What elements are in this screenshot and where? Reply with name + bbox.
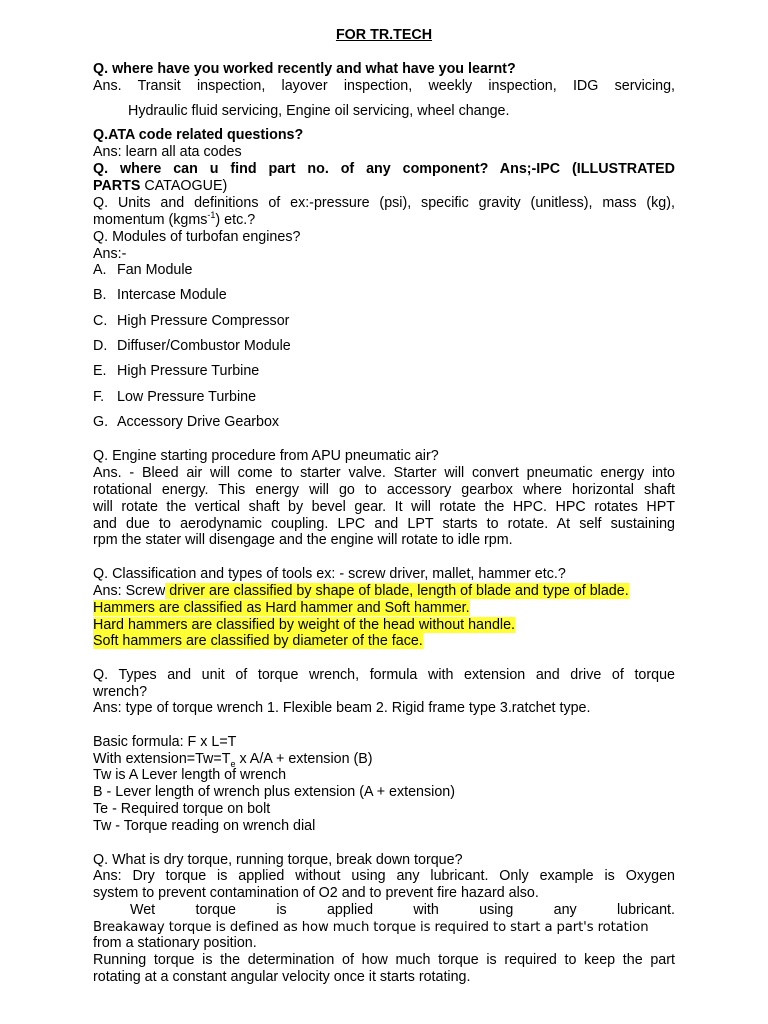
q9-question: Q. What is dry torque, running torque, break down torque? [93, 852, 463, 868]
module-name: Fan Module [117, 262, 193, 278]
module-item [93, 313, 675, 330]
highlighted-text: Soft hammers are classified by diameter of the face. [93, 633, 423, 649]
module-letter: D. [93, 338, 108, 354]
q8-definition: B - Lever length of wrench plus extension (A + extension) [93, 784, 455, 800]
q6-answer-line: Ans. - Bleed air will come to starter valve. Starter will convert pneumatic energy into [93, 465, 675, 481]
q4-superscript: -1 [207, 210, 216, 221]
highlighted-text: Hammers are classified as Hard hammer and Soft hammer. [93, 600, 470, 616]
module-letter: E. [93, 363, 107, 379]
ext-prefix: With extension=Tw=T [93, 751, 231, 767]
q1-answer-line1: Ans. Transit inspection, layover inspection, weekly inspection, IDG servicing, [93, 78, 675, 94]
q9-dry-line1: Ans: Dry torque is applied without using any lubricant. Only example is Oxygen [93, 868, 675, 884]
module-item [93, 287, 675, 304]
q6-answer-line: and due to aerodynamic coupling. LPC and LPT starts to rotate. At self sustaining [93, 516, 675, 532]
module-name: High Pressure Turbine [117, 363, 260, 379]
q3-bold-part: PARTS [93, 178, 141, 194]
q4-line1: Q. Units and definitions of ex:-pressure (psi), specific gravity (unitless), mass (kg), [93, 195, 675, 211]
module-item [93, 414, 675, 431]
q7-answer [93, 583, 675, 600]
q9-running-line1: Running torque is the determination of how much torque is required to keep the part [93, 952, 675, 968]
module-name: High Pressure Compressor [117, 313, 290, 329]
q8-definition: Tw is A Lever length of wrench [93, 767, 287, 783]
q8-answer: Ans: type of torque wrench 1. Flexible beam 2. Rigid frame type 3.ratchet type. [93, 700, 591, 716]
q6-answer-line: rotational energy. This energy will go to accessory gearbox where horizontal shaft [93, 482, 675, 498]
q7-highlight-line [93, 617, 675, 634]
q9-breakaway-line: Breakaway torque is defined as how much torque is required to start a part's rotation [93, 920, 649, 935]
q6-answer-line: rpm the stater will disengage and the engine will rotate to idle rpm. [93, 532, 513, 548]
module-name: Accessory Drive Gearbox [117, 414, 280, 430]
ext-suffix: x A/A + extension (B) [235, 751, 373, 767]
module-name: Low Pressure Turbine [117, 389, 257, 405]
module-item [93, 363, 675, 380]
q7-highlight-line [93, 633, 675, 650]
module-letter: F. [93, 389, 105, 405]
q9-dry-line2: system to prevent contamination of O2 and to prevent fire hazard also. [93, 885, 539, 901]
ext-subscript: e [230, 758, 236, 769]
module-name: Intercase Module [117, 287, 227, 303]
module-name: Diffuser/Combustor Module [117, 338, 291, 354]
module-item [93, 389, 675, 406]
q7-question: Q. Classification and types of tools ex: - screw driver, mallet, hammer etc.? [93, 566, 566, 582]
q3-question-line2 [93, 178, 675, 195]
q8-basic-formula: Basic formula: F x L=T [93, 734, 237, 750]
q3-rest: CATAOGUE) [140, 178, 228, 194]
q9-running-line2: rotating at a constant angular velocity once it starts rotating. [93, 969, 471, 985]
q4-line2-prefix: momentum (kgms [93, 212, 208, 228]
q9-breakaway-line2: from a stationary position. [93, 935, 257, 951]
module-letter: A. [93, 262, 107, 278]
q8-definition: Tw - Torque reading on wrench dial [93, 818, 316, 834]
q7-highlighted-text: driver are classified by shape of blade, length of blade and type of blade. [165, 583, 629, 599]
q1-question: Q. where have you worked recently and what have you learnt? [93, 61, 516, 77]
module-letter: B. [93, 287, 107, 303]
q5-answer-intro: Ans:- [93, 246, 127, 262]
q6-question: Q. Engine starting procedure from APU pneumatic air? [93, 448, 439, 464]
q8-question-line1: Q. Types and unit of torque wrench, formula with extension and drive of torque [93, 667, 675, 683]
module-item [93, 338, 675, 355]
q9-wet-line: Wet torque is applied with using any lubricant. [130, 902, 675, 918]
q8-question-line2: wrench? [93, 684, 148, 700]
q8-extension-formula [93, 751, 675, 768]
q2-question: Q.ATA code related questions? [93, 127, 304, 143]
module-letter: G. [93, 414, 109, 430]
q6-answer-line: will rotate the vertical shaft by bevel gear. It will rotate the HPC. HPC rotates HPT [93, 499, 675, 515]
q7-highlight-line [93, 600, 675, 617]
q3-question-line1: Q. where can u find part no. of any component? Ans;-IPC (ILLUSTRATED [93, 161, 675, 177]
q8-definition: Te - Required torque on bolt [93, 801, 271, 817]
q7-answer-prefix: Ans: Screw [93, 583, 166, 599]
module-letter: C. [93, 313, 108, 329]
q5-question: Q. Modules of turbofan engines? [93, 229, 301, 245]
highlighted-text: Hard hammers are classified by weight of the head without handle. [93, 617, 515, 633]
document-title: FOR TR.TECH [335, 27, 433, 43]
module-item [93, 262, 675, 279]
q4-line2 [93, 212, 675, 229]
q1-answer-line2: Hydraulic fluid servicing, Engine oil servicing, wheel change. [128, 103, 510, 119]
q4-line2-suffix: ) etc.? [215, 212, 256, 228]
q2-answer: Ans: learn all ata codes [93, 144, 242, 160]
